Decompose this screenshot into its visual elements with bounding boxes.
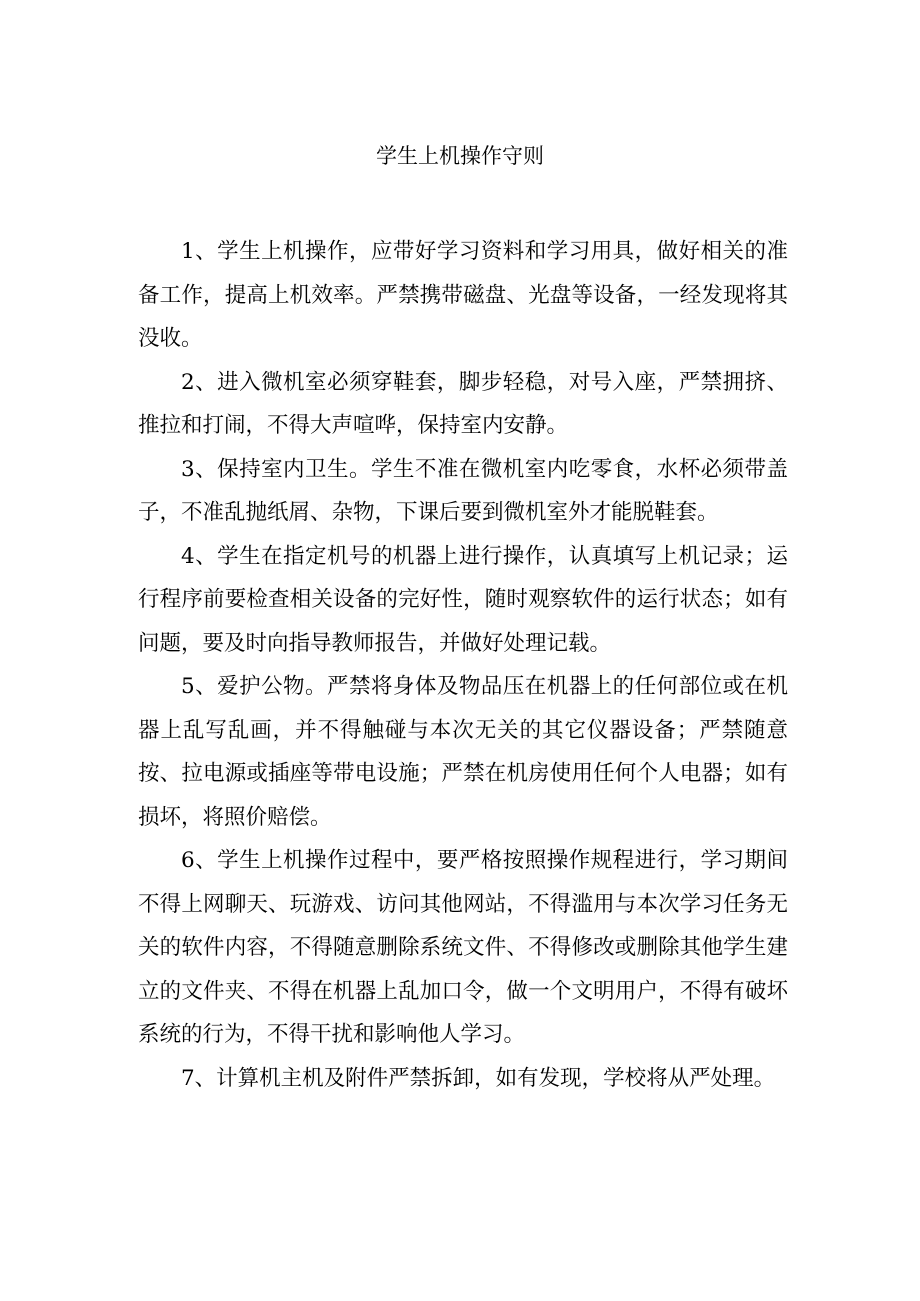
rule-paragraph-1: 1、学生上机操作，应带好学习资料和学习用具，做好相关的准备工作，提高上机效率。严禁携带磁盘、光盘等设备，一经发现将其没收。 xyxy=(138,239,788,351)
rule-paragraph-5: 5、爱护公物。严禁将身体及物品压在机器上的任何部位或在机器上乱写乱画，并不得触碰与本次无关的其它仪器设备；严禁随意按、拉电源或插座等带电设施；严禁在机房使用任何个人电器；如有损坏，将照价赔偿。 xyxy=(138,674,788,830)
document-body xyxy=(138,230,788,1100)
rule-paragraph-7: 7、计算机主机及附件严禁拆卸，如有发现，学校将从严处理。 xyxy=(181,1065,776,1091)
rule-paragraph-3: 3、保持室内卫生。学生不准在微机室内吃零食，水杯必须带盖子，不准乱抛纸屑、杂物，下课后要到微机室外才能脱鞋套。 xyxy=(138,456,788,525)
document-title: 学生上机操作守则 xyxy=(376,144,544,168)
rule-paragraph-2: 2、进入微机室必须穿鞋套，脚步轻稳，对号入座，严禁拥挤、推拉和打闹，不得大声喧哗，保持室内安静。 xyxy=(138,369,788,438)
rule-paragraph-6: 6、学生上机操作过程中，要严格按照操作规程进行，学习期间不得上网聊天、玩游戏、访问其他网站，不得滥用与本次学习任务无关的软件内容，不得随意删除系统文件、不得修改或删除其他学生建立的文件夹、不得在机器上乱加口令，做一个文明用户，不得有破坏系统的行为，不得干扰和影响他人学习。 xyxy=(138,848,788,1047)
rule-paragraph-4: 4、学生在指定机号的机器上进行操作，认真填写上机记录；运行程序前要检查相关设备的完好性，随时观察软件的运行状态；如有问题，要及时向指导教师报告，并做好处理记载。 xyxy=(138,543,788,656)
